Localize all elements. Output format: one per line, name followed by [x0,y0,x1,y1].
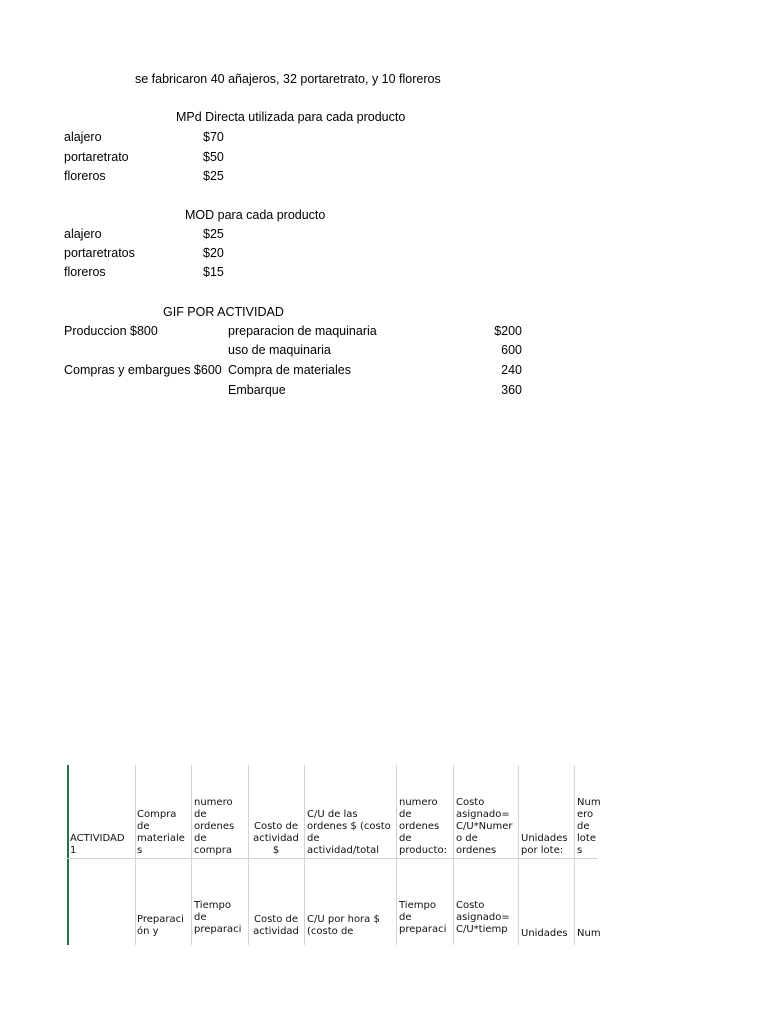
table-cell[interactable] [70,859,134,945]
gif-item-label: Compra de materiales [228,363,351,377]
cell-text: Unidades por lote: [521,833,568,856]
table-cell[interactable] [456,765,516,857]
table-cell[interactable] [456,859,516,945]
table-cell[interactable] [577,765,601,857]
table-row [67,859,601,945]
table-cell[interactable] [137,765,189,857]
gif-item-label: uso de maquinaria [228,343,331,357]
cell-text: Preparación y [137,914,184,937]
mpd-label-floreros: floreros [64,169,106,183]
cell-text: Numero de lotes [577,797,601,856]
cell-text: C/U por hora $ (costo de [307,914,380,937]
table-cell[interactable] [250,765,302,857]
cell-text: Tiempo de preparaci [194,900,242,935]
mpd-label-portaretrato: portaretrato [64,150,129,164]
mod-label-floreros: floreros [64,265,106,279]
table-cell[interactable] [137,859,189,945]
cell-text: Costo de actividad [253,914,299,937]
mpd-value-floreros: $25 [203,169,224,183]
table-cell[interactable] [399,859,451,945]
table-cell[interactable] [194,765,246,857]
cell-text: Num [577,928,601,939]
cell-text: Compra de materiales [137,809,185,856]
mod-value-alajero: $25 [203,227,224,241]
gif-item-label: preparacion de maquinaria [228,324,377,338]
gif-title: GIF POR ACTIVIDAD [163,305,284,319]
table-cell[interactable] [399,765,451,857]
gif-item-label: Embarque [228,383,286,397]
mod-label-alajero: alajero [64,227,102,241]
cell-text: C/U de las ordenes $ (costo de actividad/total [307,809,391,856]
cell-text: numero de ordenes de producto: [399,797,447,856]
mpd-label-alajero: alajero [64,130,102,144]
mpd-title: MPd Directa utilizada para cada producto [176,110,406,124]
cell-text: ACTIVIDAD 1 [70,833,125,856]
cell-text: Costo de actividad $ [253,821,299,856]
table-row [67,765,601,859]
gif-group-compras: Compras y embargues $600 [64,363,222,377]
table-cell[interactable] [70,765,134,857]
table-cell[interactable] [521,765,573,857]
gif-group-produccion: Produccion $800 [64,324,158,338]
intro-text: se fabricaron 40 añajeros, 32 portaretrato, y 10 floreros [135,72,441,86]
mod-label-portaretratos: portaretratos [64,246,135,260]
gif-item-value: 600 [501,343,522,357]
spreadsheet-fragment [67,765,601,945]
table-cell[interactable] [521,859,573,945]
table-cell[interactable] [194,859,246,945]
cell-text: Costo asignado= C/U*Numero de ordenes [456,797,513,856]
mpd-value-alajero: $70 [203,130,224,144]
table-cell[interactable] [250,859,302,945]
gif-item-value: 240 [501,363,522,377]
gif-item-value: $200 [494,324,522,338]
cell-text: numero de ordenes de compra [194,797,235,856]
mod-value-portaretratos: $20 [203,246,224,260]
cell-text: Costo asignado= C/U*tiemp [456,900,510,935]
table-cell[interactable] [307,765,393,857]
mod-value-floreros: $15 [203,265,224,279]
table-cell[interactable] [577,859,601,945]
table-cell[interactable] [307,859,393,945]
cell-text: Tiempo de preparaci [399,900,447,935]
cell-text: Unidades [521,928,568,939]
gif-item-value: 360 [501,383,522,397]
mod-title: MOD para cada producto [185,208,326,222]
mpd-value-portaretrato: $50 [203,150,224,164]
